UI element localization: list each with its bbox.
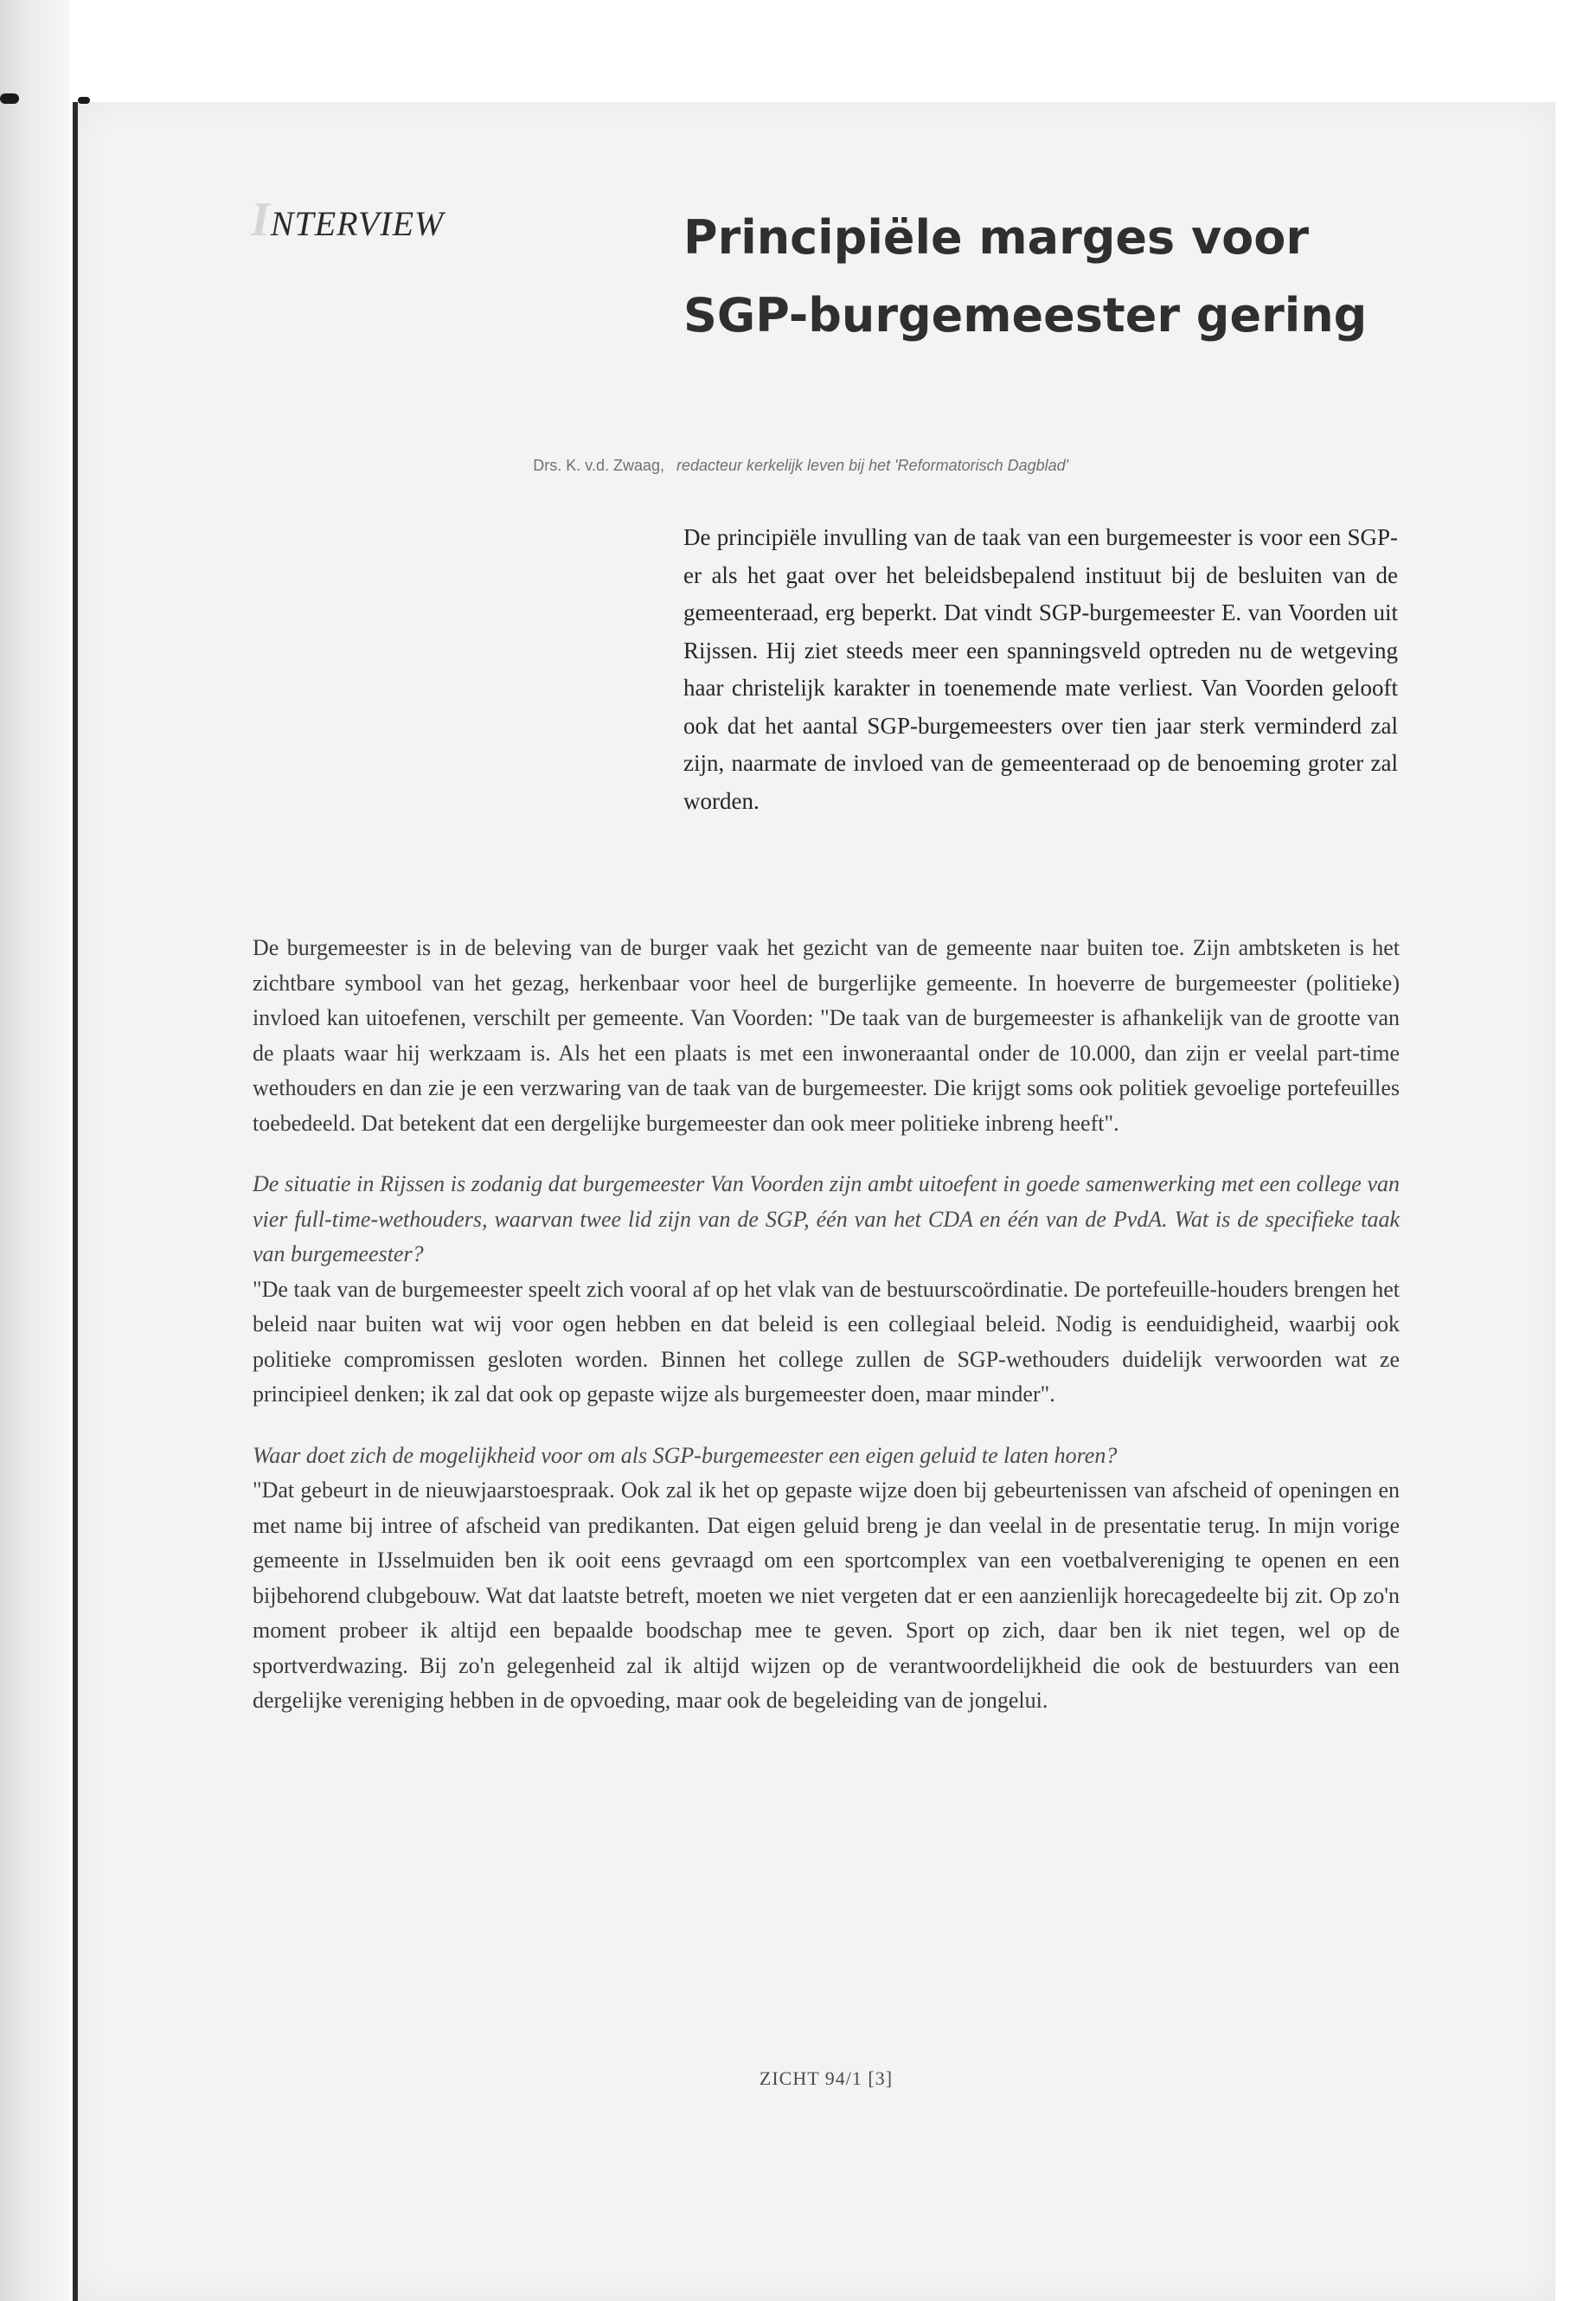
binding-mark bbox=[78, 97, 90, 104]
title-line-1: Principiële marges voor bbox=[683, 210, 1309, 265]
interview-question: Waar doet zich de mogelijkheid voor om als SGP-burgemeester een eigen geluid te laten horen? bbox=[253, 1442, 1118, 1468]
section-label bbox=[251, 192, 510, 247]
show-through bbox=[260, 363, 709, 796]
binding-shadow bbox=[0, 0, 69, 2301]
article-body bbox=[253, 931, 1400, 1719]
page-footer: ZICHT 94/1 [3] bbox=[759, 2067, 894, 2089]
interview-question: De situatie in Rijssen is zodanig dat burgemeester Van Voorden zijn ambt uitoefent in goede samenwerking met een college van vier full-time-wethouders, waarvan twee lid zijn van de SGP, één van het CDA en één van de PvdA. Wat is de specifieke taak van burgemeester? bbox=[253, 1171, 1400, 1266]
section-initial: I bbox=[251, 193, 271, 247]
interview-answer: "De taak van de burgemeester speelt zich vooral af op het vlak van de bestuurscoördinatie. De portefeuille-houders brengen het beleid naar buiten wat wij voor ogen hebben en dat beleid is een collegiaal beleid. Nodig is eenduidigheid, waarbij ook politieke compromissen gesloten worden. Binnen het college zullen de SGP-wethouders duidelijk verwoorden wat ze principieel denken; ik zal dat ook op gepaste wijze als burgemeester doen, maar minder". bbox=[253, 1276, 1400, 1407]
lead-paragraph: De principiële invulling van de taak van een burgemeester is voor een SGP-er als het gaat over het beleidsbepalend instituut bij de besluiten van de gemeenteraad, erg beperkt. Dat vindt SGP-burgemeester E. van Voorden uit Rijssen. Hij ziet steeds meer een spanningsveld optreden nu de wetgeving haar christelijk karakter in toenemende mate verliest. Van Voorden gelooft ook dat het aantal SGP-burgemeesters over tien jaar sterk verminderd zal zijn, naarmate de invloed van de gemeenteraad op de benoeming groter zal worden. bbox=[683, 524, 1398, 814]
paper-margin bbox=[1555, 102, 1596, 2301]
byline-role: redacteur kerkelijk leven bij het 'Reformatorisch Dagblad' bbox=[676, 457, 1069, 474]
body-paragraph: De burgemeester is in de beleving van de burger vaak het gezicht van de gemeente naar buiten toe. Zijn ambtsketen is het zichtbare symbool van het gezag, herkenbaar voor heel de burgerlijke gemeente. In hoeverre de burgemeester (politieke) invloed kan uitoefenen, verschilt per gemeente. Van Voorden: "De taak van de burgemeester is afhankelijk van de grootte van de plaats waar hij werkzaam is. Als het een plaats is met een inwoneraantal onder de 10.000, dan zijn er veelal part-time wethouders en dan zie je een verzwaring van de taak van de burgemeester. Die krijgt soms ook politiek gevoelige portefeuilles toebedeeld. Dat betekent dat een dergelijke burgemeester dan ook meer politieke inbreng heeft". bbox=[253, 935, 1400, 1136]
interview-answer: "Dat gebeurt in de nieuwjaarstoespraak. Ook zal ik het op gepaste wijze doen bij gebeurtenissen van afscheid of openingen en met name bij intree of afscheid van predikanten. Dat eigen geluid breng je dan veelal in de presentatie terug. In mijn vorige gemeente in IJsselmuiden ben ik ooit eens gevraagd om een sportcomplex van een voetbalvereniging te openen en een bijbehorend clubgebouw. Wat dat laatste betreft, moeten we niet vergeten dat er een aanzienlijk horecagedeelte bij zit. Op zo'n moment probeer ik altijd een bepaalde boodschap mee te geven. Sport op zich, daar ben ik niet tegen, wel op de sportverdwazing. Bij zo'n gelegenheid zal ik altijd wijzen op de verantwoordelijkheid die ook de bestuurders van een dergelijke vereniging hebben in de opvoeding, maar ook de begeleiding van de jongelui. bbox=[253, 1477, 1400, 1713]
binding-edge bbox=[73, 102, 78, 2301]
byline bbox=[260, 457, 1514, 475]
article-title bbox=[683, 199, 1462, 355]
byline-author: Drs. K. v.d. Zwaag, bbox=[533, 457, 664, 474]
title-line-2: SGP-burgemeester gering bbox=[683, 288, 1368, 343]
binding-mark bbox=[0, 93, 19, 104]
section-label-text: NTERVIEW bbox=[270, 204, 445, 243]
